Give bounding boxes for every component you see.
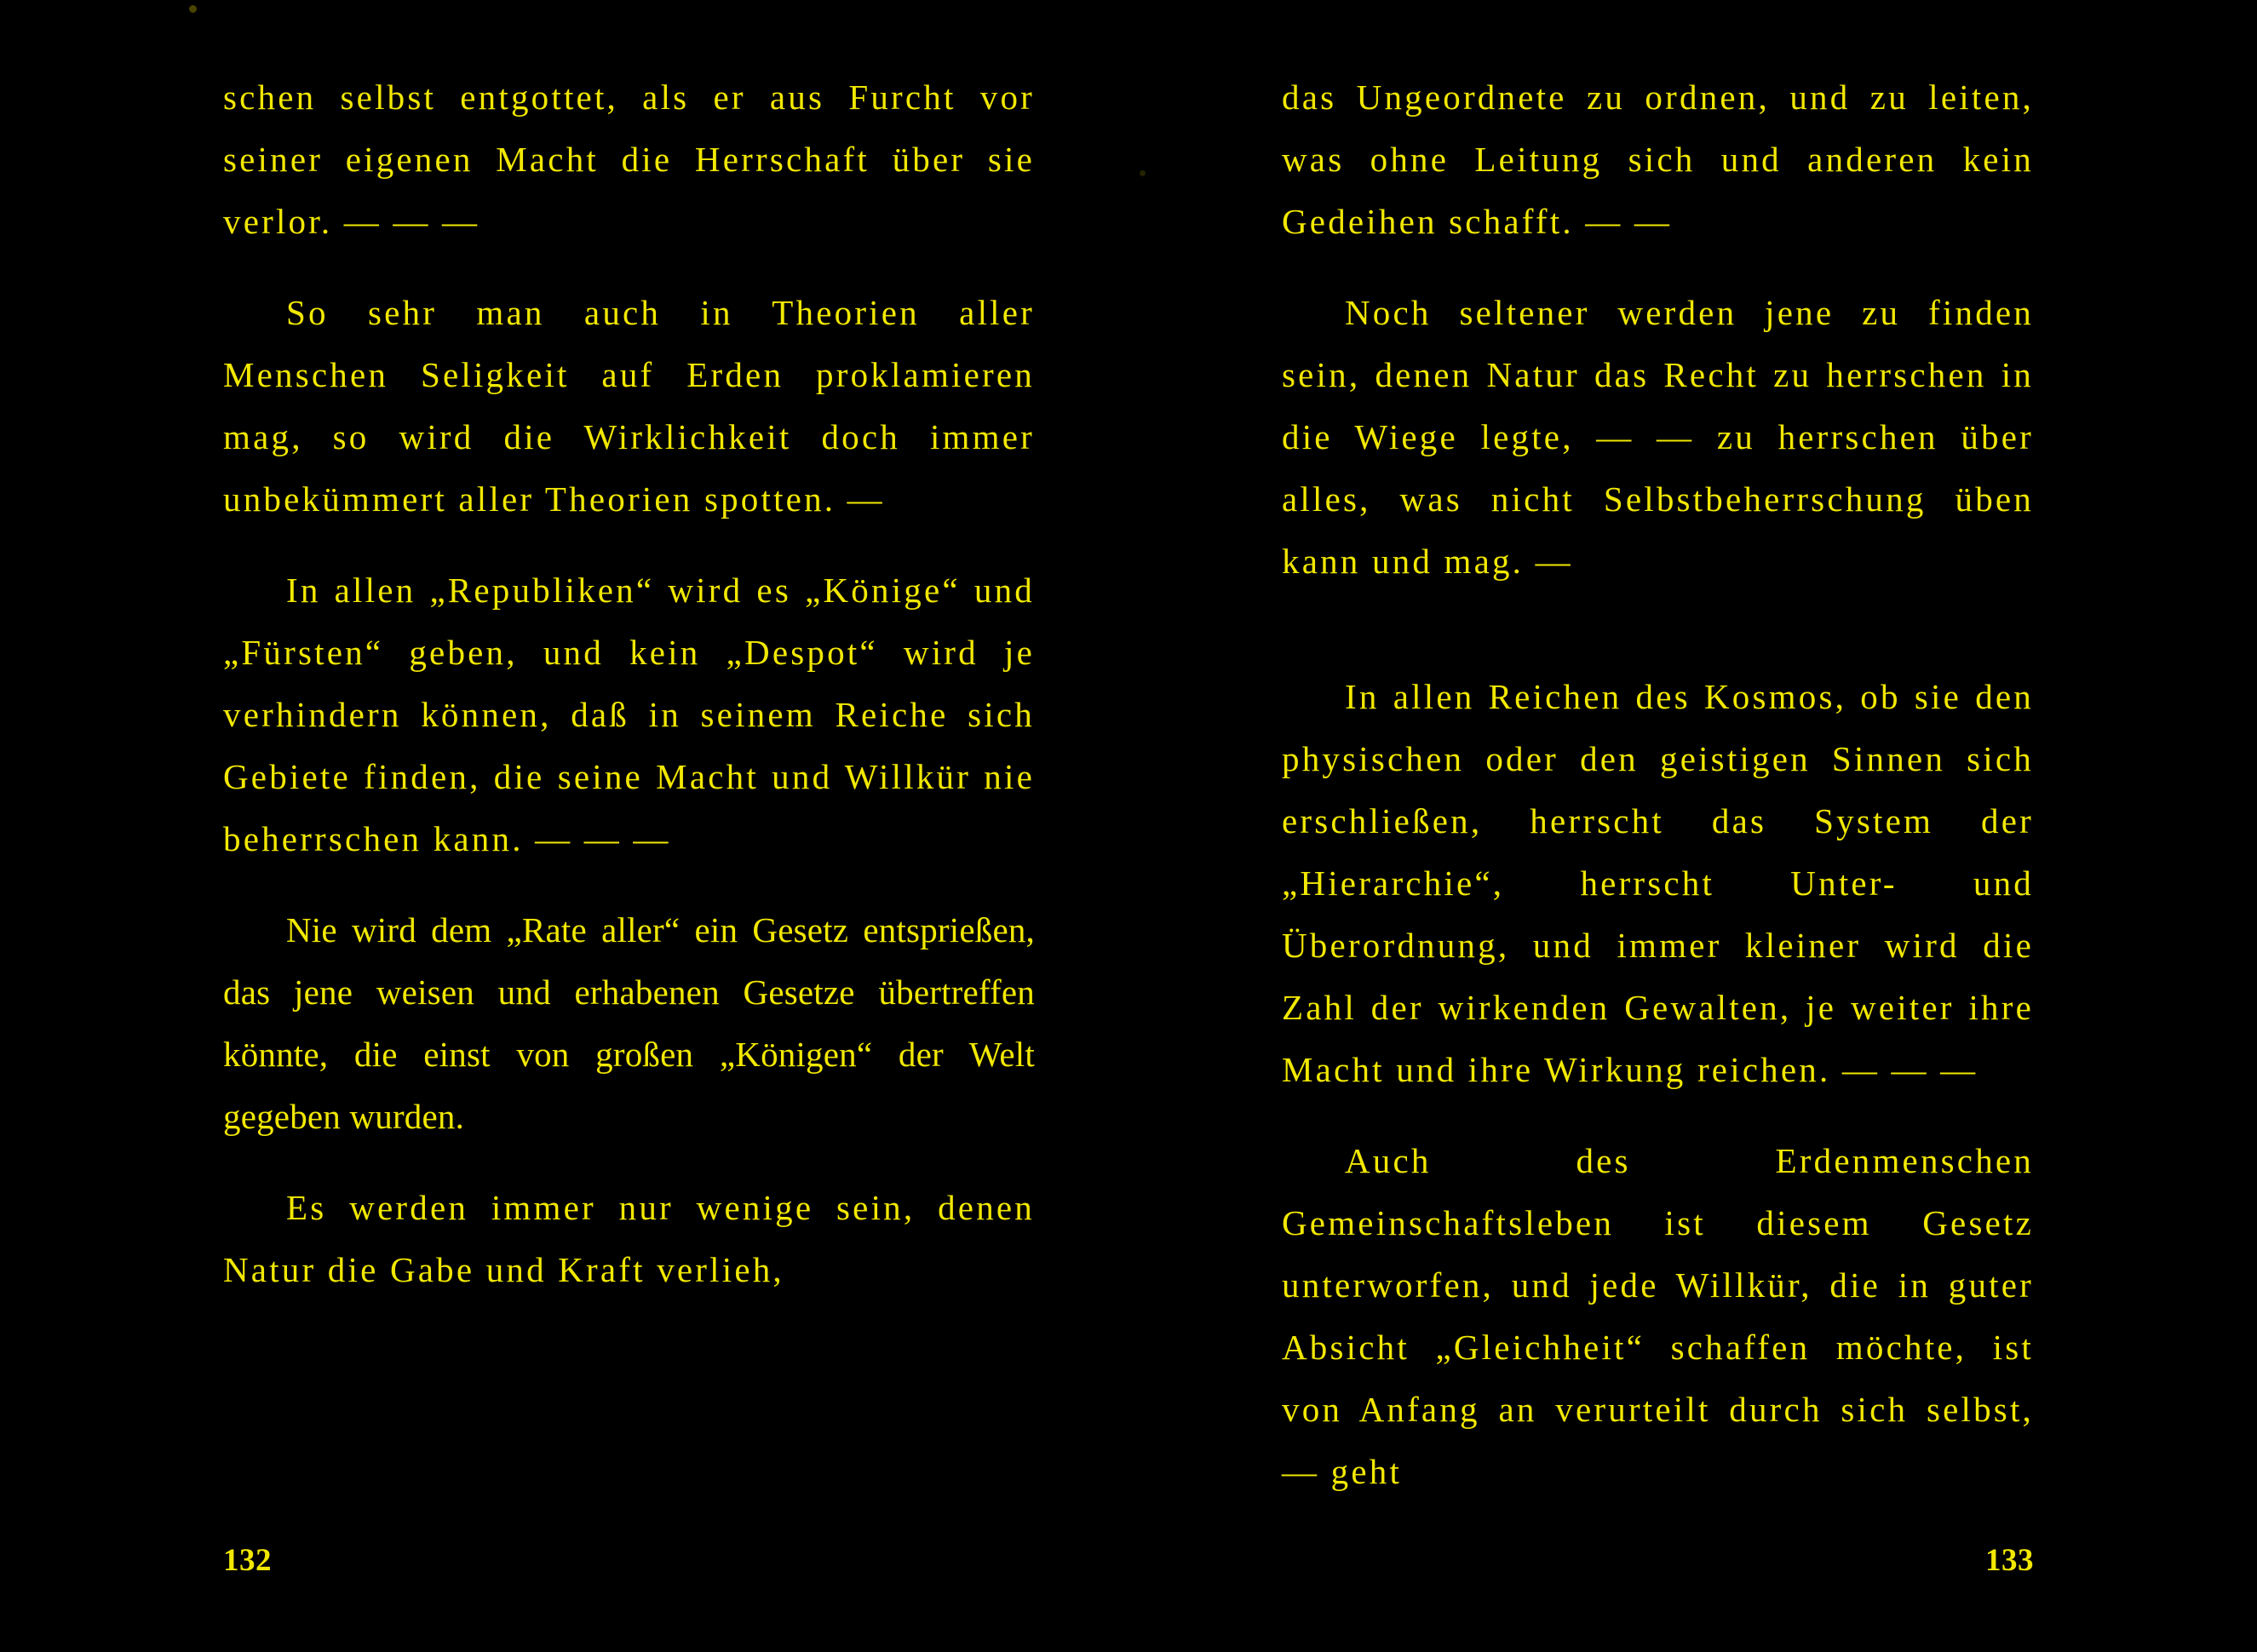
paragraph: In allen Reichen des Kosmos, ob sie den physischen oder den geistigen Sinnen sich erschließen, herrscht das System der „Hierarchie“, herrscht Unter- und Überordnung, und immer kleiner wird die Zahl der wirkenden Gewalten, je weiter ihre Macht und ihre Wirkung reichen. — — — <box>1282 677 2034 1089</box>
paragraph: Nie wird dem „Rate aller“ ein Gesetz entsprießen, das jene weisen und erhabenen Gesetze übertreffen könnte, die einst von großen „Königen“ der Welt gegeben wurden. <box>223 910 1035 1136</box>
paragraph: Noch seltener werden jene zu finden sein, denen Natur das Recht zu herrschen in die Wiege legte, — — zu herrschen über alles, was nicht Selbstbeherrschung üben kann und mag. — <box>1282 293 2034 581</box>
left-page-column <box>0 0 1128 1652</box>
paragraph: So sehr man auch in Theorien aller Menschen Seligkeit auf Erden proklamieren mag, so wird die Wirklichkeit doch immer unbekümmert aller Theorien spotten. — <box>223 293 1035 519</box>
paragraph: Es werden immer nur wenige sein, denen Natur die Gabe und Kraft verlieh, <box>223 1188 1035 1289</box>
page-number-right: 133 <box>1985 1543 2034 1578</box>
right-page-text <box>1282 66 2034 1503</box>
paragraph: das Ungeordnete zu ordnen, und zu leiten, was ohne Leitung sich und anderen kein Gedeihen schafft. — — <box>1282 77 2034 241</box>
paragraph: Auch des Erdenmenschen Gemeinschaftsleben ist diesem Gesetz unterworfen, und jede Willkür, die in guter Absicht „Gleichheit“ schaffen möchte, ist von Anfang an verurteilt durch sich selbst, — geht <box>1282 1141 2034 1491</box>
paragraph: In allen „Republiken“ wird es „Könige“ und „Fürsten“ geben, und kein „Despot“ wird je verhindern können, daß in seinem Reiche sich Gebiete finden, die seine Macht und Willkür nie beherrschen kann. — — — <box>223 571 1035 858</box>
paragraph: schen selbst entgottet, als er aus Furcht vor seiner eigenen Macht die Herrschaft über sie verlor. — — — <box>223 77 1035 241</box>
left-page-text <box>223 66 1035 1301</box>
right-page-column <box>1128 0 2257 1652</box>
page-number-left: 132 <box>223 1543 272 1578</box>
